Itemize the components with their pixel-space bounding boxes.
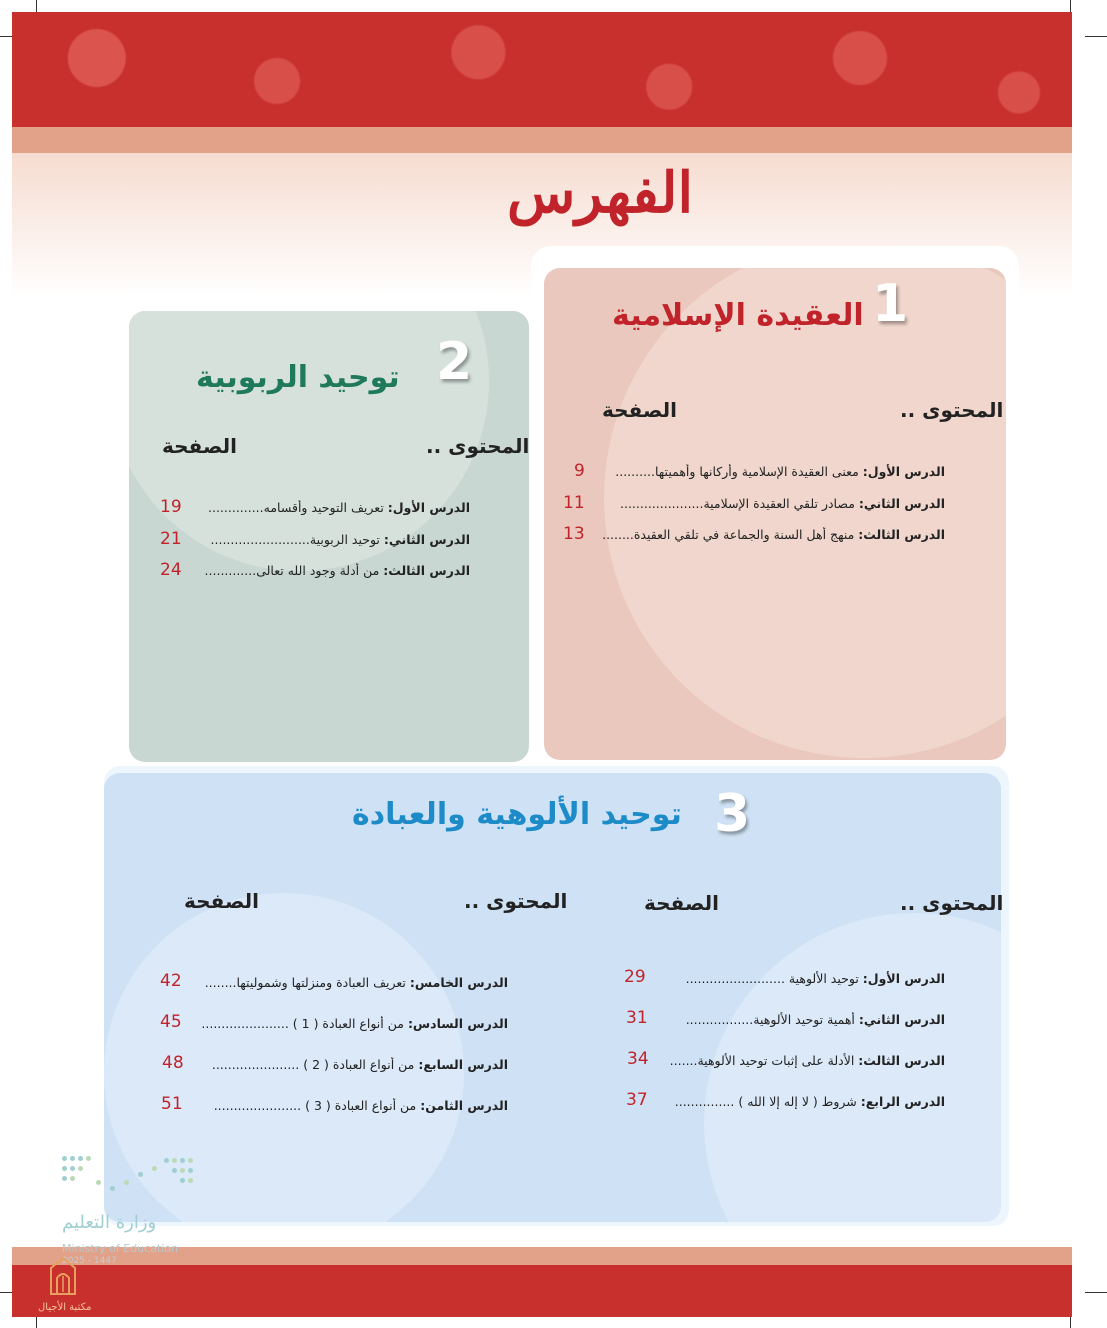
library-label: مكتبة الأجيال — [38, 1302, 92, 1313]
unit-3-lesson-2[interactable] — [648, 1012, 945, 1027]
unit-1-panel — [544, 268, 1006, 760]
crop-mark — [1085, 36, 1107, 37]
unit-3-lesson-6-page: 45 — [160, 1012, 182, 1032]
lesson-text: من أنواع العبادة ( 3 ) ...................... — [213, 1098, 417, 1113]
lesson-text: توحيد الألوهية ......................... — [685, 971, 859, 986]
unit-2-page-header: الصفحة — [162, 434, 238, 458]
unit-2-lesson-2-page: 21 — [160, 529, 182, 549]
unit-3-left-content-header: المحتوى .. — [464, 889, 568, 913]
unit-2-content-header: المحتوى .. — [426, 434, 530, 458]
unit-2-title: توحيد الربوبية — [196, 360, 400, 395]
unit-2-lesson-1[interactable] — [185, 500, 470, 515]
unit-3-lesson-7[interactable] — [186, 1057, 508, 1072]
unit-1-title: العقيدة الإسلامية — [612, 298, 864, 333]
unit-3-lesson-8[interactable] — [186, 1098, 508, 1113]
lesson-text: من أنواع العبادة ( 2 ) ...................... — [211, 1057, 415, 1072]
lesson-text: من أدلة وجود الله تعالى............. — [204, 563, 380, 578]
unit-1-lesson-2-page: 11 — [563, 493, 585, 513]
ministry-logo — [60, 1150, 200, 1210]
unit-3-lesson-5[interactable] — [186, 975, 508, 990]
unit-1-content-header: المحتوى .. — [900, 398, 1004, 422]
lesson-label: الدرس السابع: — [418, 1057, 508, 1072]
unit-2-number: 2 — [436, 332, 473, 392]
lesson-label: الدرس الرابع: — [860, 1094, 945, 1109]
bottom-banner — [12, 1265, 1072, 1317]
lesson-label: الدرس السادس: — [407, 1016, 508, 1031]
lesson-label: الدرس الثاني: — [858, 496, 945, 511]
ministry-name-english: Ministry of Education — [62, 1242, 179, 1255]
lesson-label: الدرس الأول: — [862, 464, 945, 479]
lesson-text: مصادر تلقي العقيدة الإسلامية..................... — [620, 496, 855, 511]
top-band — [12, 127, 1072, 153]
unit-3-lesson-3-page: 34 — [627, 1049, 649, 1069]
unit-3-lesson-5-page: 42 — [160, 971, 182, 991]
unit-3-lesson-3[interactable] — [648, 1053, 945, 1068]
ministry-name-arabic: وزارة التعليم — [62, 1212, 157, 1233]
unit-3-lesson-1[interactable] — [648, 971, 945, 986]
lesson-label: الدرس الثالث: — [383, 563, 470, 578]
unit-2-lesson-3-page: 24 — [160, 560, 182, 580]
lesson-text: من أنواع العبادة ( 1 ) ...................... — [201, 1016, 404, 1031]
unit-1-page-header: الصفحة — [602, 398, 678, 422]
lesson-label: الدرس الثالث: — [858, 1053, 945, 1068]
lesson-text: الأدلة على إثبات توحيد الألوهية....... — [669, 1053, 855, 1068]
lesson-text: توحيد الربوبية......................... — [210, 532, 380, 547]
lesson-text: معنى العقيدة الإسلامية وأركانها وأهميتها.......... — [615, 464, 859, 479]
unit-3-lesson-4[interactable] — [648, 1094, 945, 1109]
lesson-label: الدرس الأول: — [387, 500, 470, 515]
unit-2-lesson-1-page: 19 — [160, 497, 182, 517]
crop-mark — [1085, 1292, 1107, 1293]
unit-1-lesson-1[interactable] — [590, 464, 945, 479]
unit-3-left-page-header: الصفحة — [184, 889, 260, 913]
unit-3-lesson-4-page: 37 — [626, 1090, 648, 1110]
edition-year: 2025 - 1447 — [62, 1256, 117, 1266]
panel-decoration — [604, 268, 1006, 758]
unit-1-lesson-3-page: 13 — [563, 524, 585, 544]
unit-3-lesson-7-page: 48 — [162, 1053, 184, 1073]
lesson-label: الدرس الثالث: — [858, 527, 945, 542]
lesson-text: تعريف التوحيد وأقسامه.............. — [208, 500, 384, 515]
unit-1-lesson-1-page: 9 — [574, 461, 585, 481]
unit-3-right-page-header: الصفحة — [644, 891, 720, 915]
unit-1-number: 1 — [872, 274, 909, 334]
lesson-text: شروط ( لا إله إلا الله ) ............... — [674, 1094, 857, 1109]
unit-1-lesson-3[interactable] — [590, 527, 945, 542]
lesson-label: الدرس الثاني: — [858, 1012, 945, 1027]
lesson-text: أهمية توحيد الألوهية................. — [685, 1012, 855, 1027]
lesson-label: الدرس الثامن: — [420, 1098, 508, 1113]
unit-3-lesson-6[interactable] — [186, 1016, 508, 1031]
page-title: الفهرس — [506, 160, 694, 226]
top-banner — [12, 12, 1072, 127]
unit-3-lesson-1-page: 29 — [624, 967, 646, 987]
unit-2-lesson-3[interactable] — [185, 563, 470, 578]
unit-3-right-content-header: المحتوى .. — [900, 891, 1004, 915]
lesson-label: الدرس الأول: — [862, 971, 945, 986]
unit-3-title: توحيد الألوهية والعبادة — [352, 797, 682, 832]
unit-1-lesson-2[interactable] — [590, 496, 945, 511]
unit-3-lesson-2-page: 31 — [626, 1008, 648, 1028]
lesson-text: تعريف العبادة ومنزلتها وشموليتها........ — [204, 975, 406, 990]
library-emblem-icon — [45, 1256, 81, 1298]
unit-2-lesson-2[interactable] — [185, 532, 470, 547]
unit-3-lesson-8-page: 51 — [161, 1094, 183, 1114]
lesson-label: الدرس الخامس: — [409, 975, 508, 990]
lesson-label: الدرس الثاني: — [383, 532, 470, 547]
unit-3-number: 3 — [714, 784, 751, 844]
unit-3-panel — [104, 773, 1004, 1222]
lesson-text: منهج أهل السنة والجماعة في تلقي العقيدة........ — [602, 527, 855, 542]
